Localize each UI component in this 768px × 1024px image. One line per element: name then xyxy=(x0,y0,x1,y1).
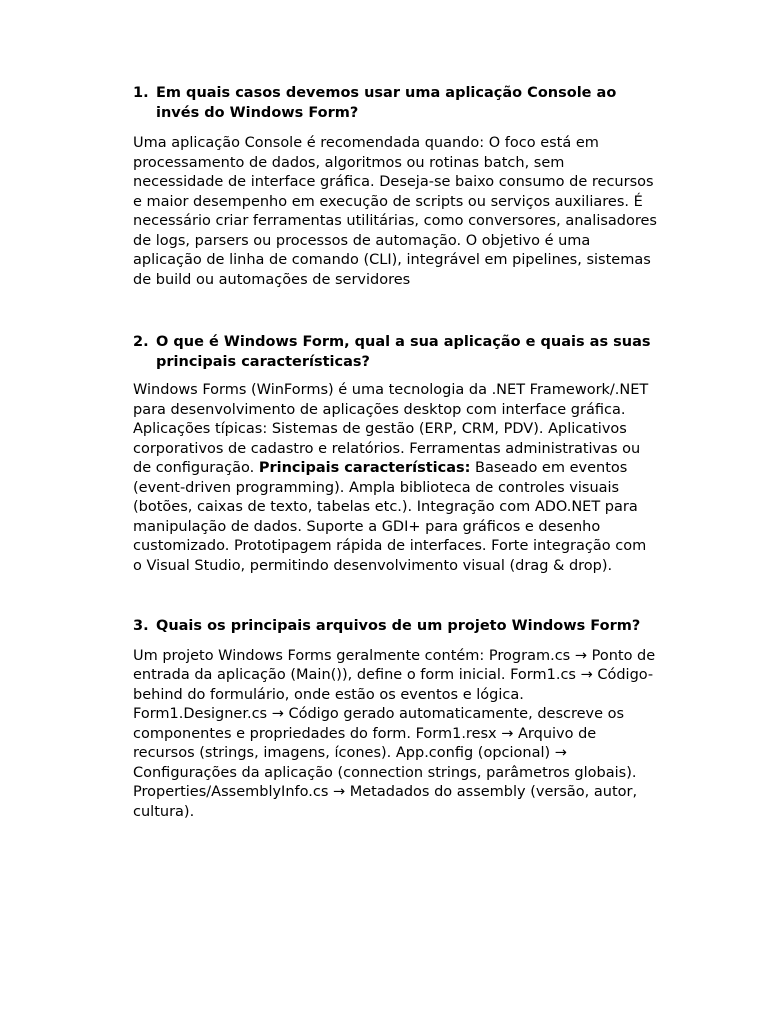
section-2 xyxy=(133,333,658,576)
document-page xyxy=(133,84,658,822)
question-text: O que é Windows Form, qual a sua aplicação e quais as suas principais características? xyxy=(156,334,651,370)
question-1 xyxy=(133,84,658,123)
answer-bold-heading: Principais características: xyxy=(258,460,471,476)
question-2 xyxy=(133,333,658,372)
section-1 xyxy=(133,84,658,290)
question-number: 3. xyxy=(133,618,149,634)
question-text: Quais os principais arquivos de um projeto Windows Form? xyxy=(156,618,641,634)
question-number: 2. xyxy=(133,334,149,350)
answer-text: Baseado em eventos (event-driven programming). Ampla biblioteca de controles visuais (botões, caixas de texto, tabelas etc.). Integração com ADO.NET para manipulação de dados. Suporte a GDI+ para gráficos e desenho customizado. Prototipagem rápida de interfaces. Forte integração com o Visual Studio, permitindo desenvolvimento visual (drag & drop). xyxy=(133,460,647,574)
question-number: 1. xyxy=(133,85,149,101)
section-3 xyxy=(133,617,658,822)
question-text: Em quais casos devemos usar uma aplicação Console ao invés do Windows Form? xyxy=(156,85,617,121)
answer-text: Windows Forms (WinForms) é uma tecnologia da .NET Framework/.NET para desenvolvimento de aplicações desktop com interface gráfica. Aplicações típicas: Sistemas de gestão (ERP, CRM, PDV). Aplicativos corporativos de cadastro e relatórios. Ferramentas administrativas ou de configuração. xyxy=(133,382,649,476)
answer-3: Um projeto Windows Forms geralmente contém: Program.cs → Ponto de entrada da aplicação (Main()), define o form inicial. Form1.cs → Código-behind do formulário, onde estão os eventos e lógica. Form1.Designer.cs → Código gerado automaticamente, descreve os componentes e propriedades do form. Form1.resx → Arquivo de recursos (strings, imagens, ícones). App.config (opcional) → Configurações da aplicação (connection strings, parâmetros globais). Properties/AssemblyInfo.cs → Metadados do assembly (versão, autor, cultura). xyxy=(133,647,656,820)
answer-1: Uma aplicação Console é recomendada quando: O foco está em processamento de dados, algoritmos ou rotinas batch, sem necessidade de interface gráfica. Deseja-se baixo consumo de recursos e maior desempenho em execução de scripts ou serviços auxiliares. É necessário criar ferramentas utilitárias, como conversores, analisadores de logs, parsers ou processos de automação. O objetivo é uma aplicação de linha de comando (CLI), integrável em pipelines, sistemas de build ou automações de servidores xyxy=(133,135,657,288)
answer-2 xyxy=(133,381,658,576)
question-3 xyxy=(133,617,658,637)
